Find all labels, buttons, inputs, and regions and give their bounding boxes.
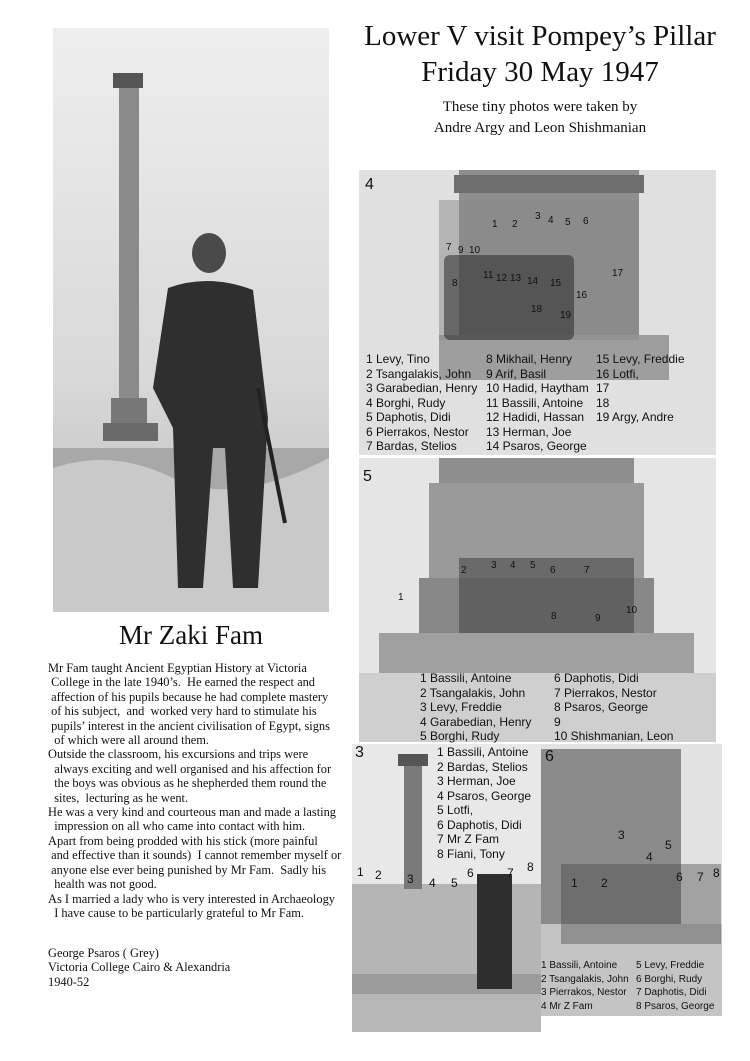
photo-6-figure-number: 4	[646, 850, 653, 864]
caption-line: 8 Fiani, Tony	[437, 846, 505, 861]
photo-4-figure-number: 10	[469, 245, 481, 256]
caption-line: 5 Daphotis, Didi	[366, 410, 451, 424]
photo-5-figure-number: 9	[595, 613, 601, 624]
photo-6-caption-col-1	[541, 959, 629, 1013]
photo-4-figure-number: 12	[496, 273, 508, 284]
photo-4-figure-number: 18	[531, 304, 543, 315]
body-line: Mr Fam taught Ancient Egyptian History at Victoria	[48, 661, 307, 675]
signature-line: 1940-52	[48, 974, 90, 989]
photo-4-figure-number: 2	[512, 219, 518, 230]
caption-line: 9 Arif, Basil	[486, 366, 547, 381]
photo-4-figure-number: 13	[510, 273, 522, 284]
biography-text	[48, 661, 348, 920]
caption-line: 1 Bassili, Antoine	[541, 960, 618, 971]
photo-4-figure-number: 7	[446, 242, 452, 253]
caption-line: 15 Levy, Freddie	[596, 352, 685, 366]
photo-4-label: 4	[365, 176, 374, 193]
caption-line: 10 Shishmanian, Leon	[554, 729, 674, 743]
photo-3-figure-number: 8	[527, 860, 534, 874]
page-title: Lower V visit Pompey’s Pillar	[364, 20, 716, 52]
photo-4-figure-number: 1	[492, 219, 498, 230]
caption-line: 6 Daphotis, Didi	[554, 671, 639, 685]
photo-3-figure-number: 4	[429, 876, 436, 890]
photo-5-figure-number: 5	[530, 560, 536, 571]
photo-3-label: 3	[355, 744, 364, 761]
caption-line: 2 Tsangalakis, John	[420, 685, 526, 700]
photo-3-figure-number: 7	[507, 866, 514, 880]
body-line: health was not good.	[48, 877, 157, 892]
photo-4-figure-number: 14	[527, 276, 539, 287]
caption-line: 13 Herman, Joe	[486, 424, 572, 439]
photo-5-figure-number: 2	[461, 565, 467, 576]
body-line: College in the late 1940’s. He earned the respect and	[48, 675, 315, 690]
caption-line: 4 Garabedian, Henry	[420, 714, 532, 729]
photo-5-figure-number: 7	[584, 565, 590, 576]
caption-line: 4 Mr Z Fam	[541, 1000, 593, 1012]
photo-6-label: 6	[545, 748, 554, 765]
body-line: affection of his pupils because he had complete mastery	[48, 689, 329, 704]
photo-4-figure-number: 8	[452, 278, 458, 289]
caption-line: 9	[554, 714, 561, 729]
photo-6-caption-col-2	[636, 959, 714, 1013]
photo-4-figure-number: 6	[583, 216, 589, 227]
caption-line: 7 Bardas, Stelios	[366, 439, 457, 453]
caption-line: 3 Pierrakos, Nestor	[541, 987, 627, 998]
caption-line: 4 Borghi, Rudy	[366, 395, 446, 410]
photo-3-figure-number: 2	[375, 868, 382, 882]
caption-line: 2 Bardas, Stelios	[437, 759, 528, 774]
caption-line: 10 Hadid, Haytham	[486, 381, 589, 395]
signature-block	[48, 946, 348, 989]
photo-3-figure-number: 6	[467, 866, 474, 880]
signature-line: George Psaros ( Grey)	[48, 946, 159, 960]
photo-4-figure-number: 5	[565, 217, 571, 228]
body-line: He was a very kind and courteous man and made a lasting	[48, 805, 336, 820]
caption-line: 5 Lotfi,	[437, 803, 474, 817]
body-line: I have cause to be particularly grateful to Mr Fam.	[48, 905, 304, 920]
body-line: sites, lecturing as he went.	[48, 790, 189, 805]
caption-line: 8 Psaros, George	[636, 1000, 715, 1012]
photo-credit-line-1: These tiny photos were taken by	[442, 99, 638, 115]
caption-line: 7 Daphotis, Didi	[636, 987, 707, 998]
caption-line: 6 Borghi, Rudy	[636, 973, 703, 985]
caption-line: 5 Levy, Freddie	[636, 960, 705, 971]
caption-line: 16 Lotfi,	[596, 366, 639, 381]
caption-line: 3 Levy, Freddie	[420, 700, 502, 714]
caption-line: 7 Pierrakos, Nestor	[554, 685, 657, 700]
body-line: always exciting and well organised and his affection for	[48, 761, 332, 776]
caption-line: 19 Argy, Andre	[596, 410, 674, 424]
photo-5-figure-number: 4	[510, 560, 516, 571]
photo-4-caption-col-3	[596, 352, 685, 425]
caption-line: 1 Bassili, Antoine	[437, 745, 529, 759]
caption-line: 2 Tsangalakis, John	[541, 973, 629, 985]
photo-4-figure-number: 17	[612, 268, 624, 279]
signature-line: Victoria College Cairo & Alexandria	[48, 960, 231, 975]
photo-5-figure-number: 1	[398, 592, 404, 603]
caption-line: 6 Pierrakos, Nestor	[366, 424, 469, 439]
photo-6-figure-number: 2	[601, 876, 608, 890]
photo-5-label: 5	[363, 468, 372, 485]
body-line: of which were all around them.	[48, 733, 210, 748]
photo-4-figure-number: 15	[550, 278, 562, 289]
caption-line: 11 Bassili, Antoine	[486, 395, 584, 410]
photo-3-figure-number: 5	[451, 876, 458, 890]
body-line: Apart from being prodded with his stick (more painful	[48, 833, 318, 848]
body-line: anyone else ever being punished by Mr Fam. Sadly his	[48, 862, 327, 877]
page-date: Friday 30 May 1947	[421, 56, 659, 88]
body-line: As I married a lady who is very interested in Archaeology	[48, 891, 335, 906]
photo-6-figure-number: 8	[713, 866, 720, 880]
caption-line: 2 Tsangalakis, John	[366, 366, 472, 381]
photo-4-figure-number: 3	[535, 211, 541, 222]
body-line: of his subject, and worked very hard to stimulate his	[48, 704, 317, 719]
caption-line: 7 Mr Z Fam	[437, 832, 499, 846]
photo-4-figure-number: 9	[458, 245, 464, 256]
caption-line: 17	[596, 381, 610, 395]
caption-line: 1 Bassili, Antoine	[420, 671, 512, 685]
photo-4-figure-number: 19	[560, 310, 572, 321]
caption-line: 6 Daphotis, Didi	[437, 817, 522, 832]
photo-5-caption-col-2	[554, 671, 673, 744]
photo-6-figure-number: 5	[665, 838, 672, 852]
photo-6-figure-number: 1	[571, 876, 578, 890]
photo-4-figure-number: 16	[576, 290, 588, 301]
photo-5-figure-number: 3	[491, 560, 497, 571]
portrait-photo	[53, 28, 329, 612]
caption-line: 3 Garabedian, Henry	[366, 381, 478, 395]
photo-credit-line-2: Andre Argy and Leon Shishmanian	[433, 120, 647, 136]
body-line: and effective than it sounds) I cannot remember myself or	[48, 848, 342, 863]
caption-line: 12 Hadidi, Hassan	[486, 410, 585, 424]
photo-5-figure-number: 6	[550, 565, 556, 576]
portrait-heading: Mr Zaki Fam	[119, 620, 263, 650]
body-line: impression on all who came into contact with him.	[48, 819, 306, 834]
photo-6-figure-number: 3	[618, 828, 625, 842]
photo-3-figure-number: 1	[357, 865, 364, 879]
photo-6-figure-number: 7	[697, 870, 704, 884]
photo-5-figure-number: 10	[626, 605, 638, 616]
caption-line: 3 Herman, Joe	[437, 774, 516, 788]
body-line: Outside the classroom, his excursions and trips were	[48, 747, 309, 762]
caption-line: 5 Borghi, Rudy	[420, 729, 500, 743]
caption-line: 4 Psaros, George	[437, 788, 532, 803]
caption-line: 18	[596, 395, 610, 410]
photo-3-figure-number: 3	[407, 872, 414, 886]
caption-line: 8 Mikhail, Henry	[486, 352, 573, 366]
photo-4-figure-number: 11	[483, 270, 494, 281]
caption-line: 8 Psaros, George	[554, 700, 649, 714]
caption-line: 1 Levy, Tino	[366, 352, 430, 366]
photo-4-caption-col-1	[366, 352, 477, 454]
photo-4-figure-number: 4	[548, 215, 554, 226]
photo-5-figure-number: 8	[551, 611, 557, 622]
photo-6-figure-number: 6	[676, 870, 683, 884]
caption-line: 14 Psaros, George	[486, 439, 587, 453]
body-line: the boys was obvious as he shepherded them round the	[48, 776, 327, 791]
photo-3-caption	[437, 745, 531, 861]
body-line: pupils’ interest in the ancient civilisation of Egypt, signs	[48, 718, 330, 733]
photo-4-caption-col-2	[486, 352, 589, 454]
photo-5-caption-col-1	[420, 671, 531, 744]
